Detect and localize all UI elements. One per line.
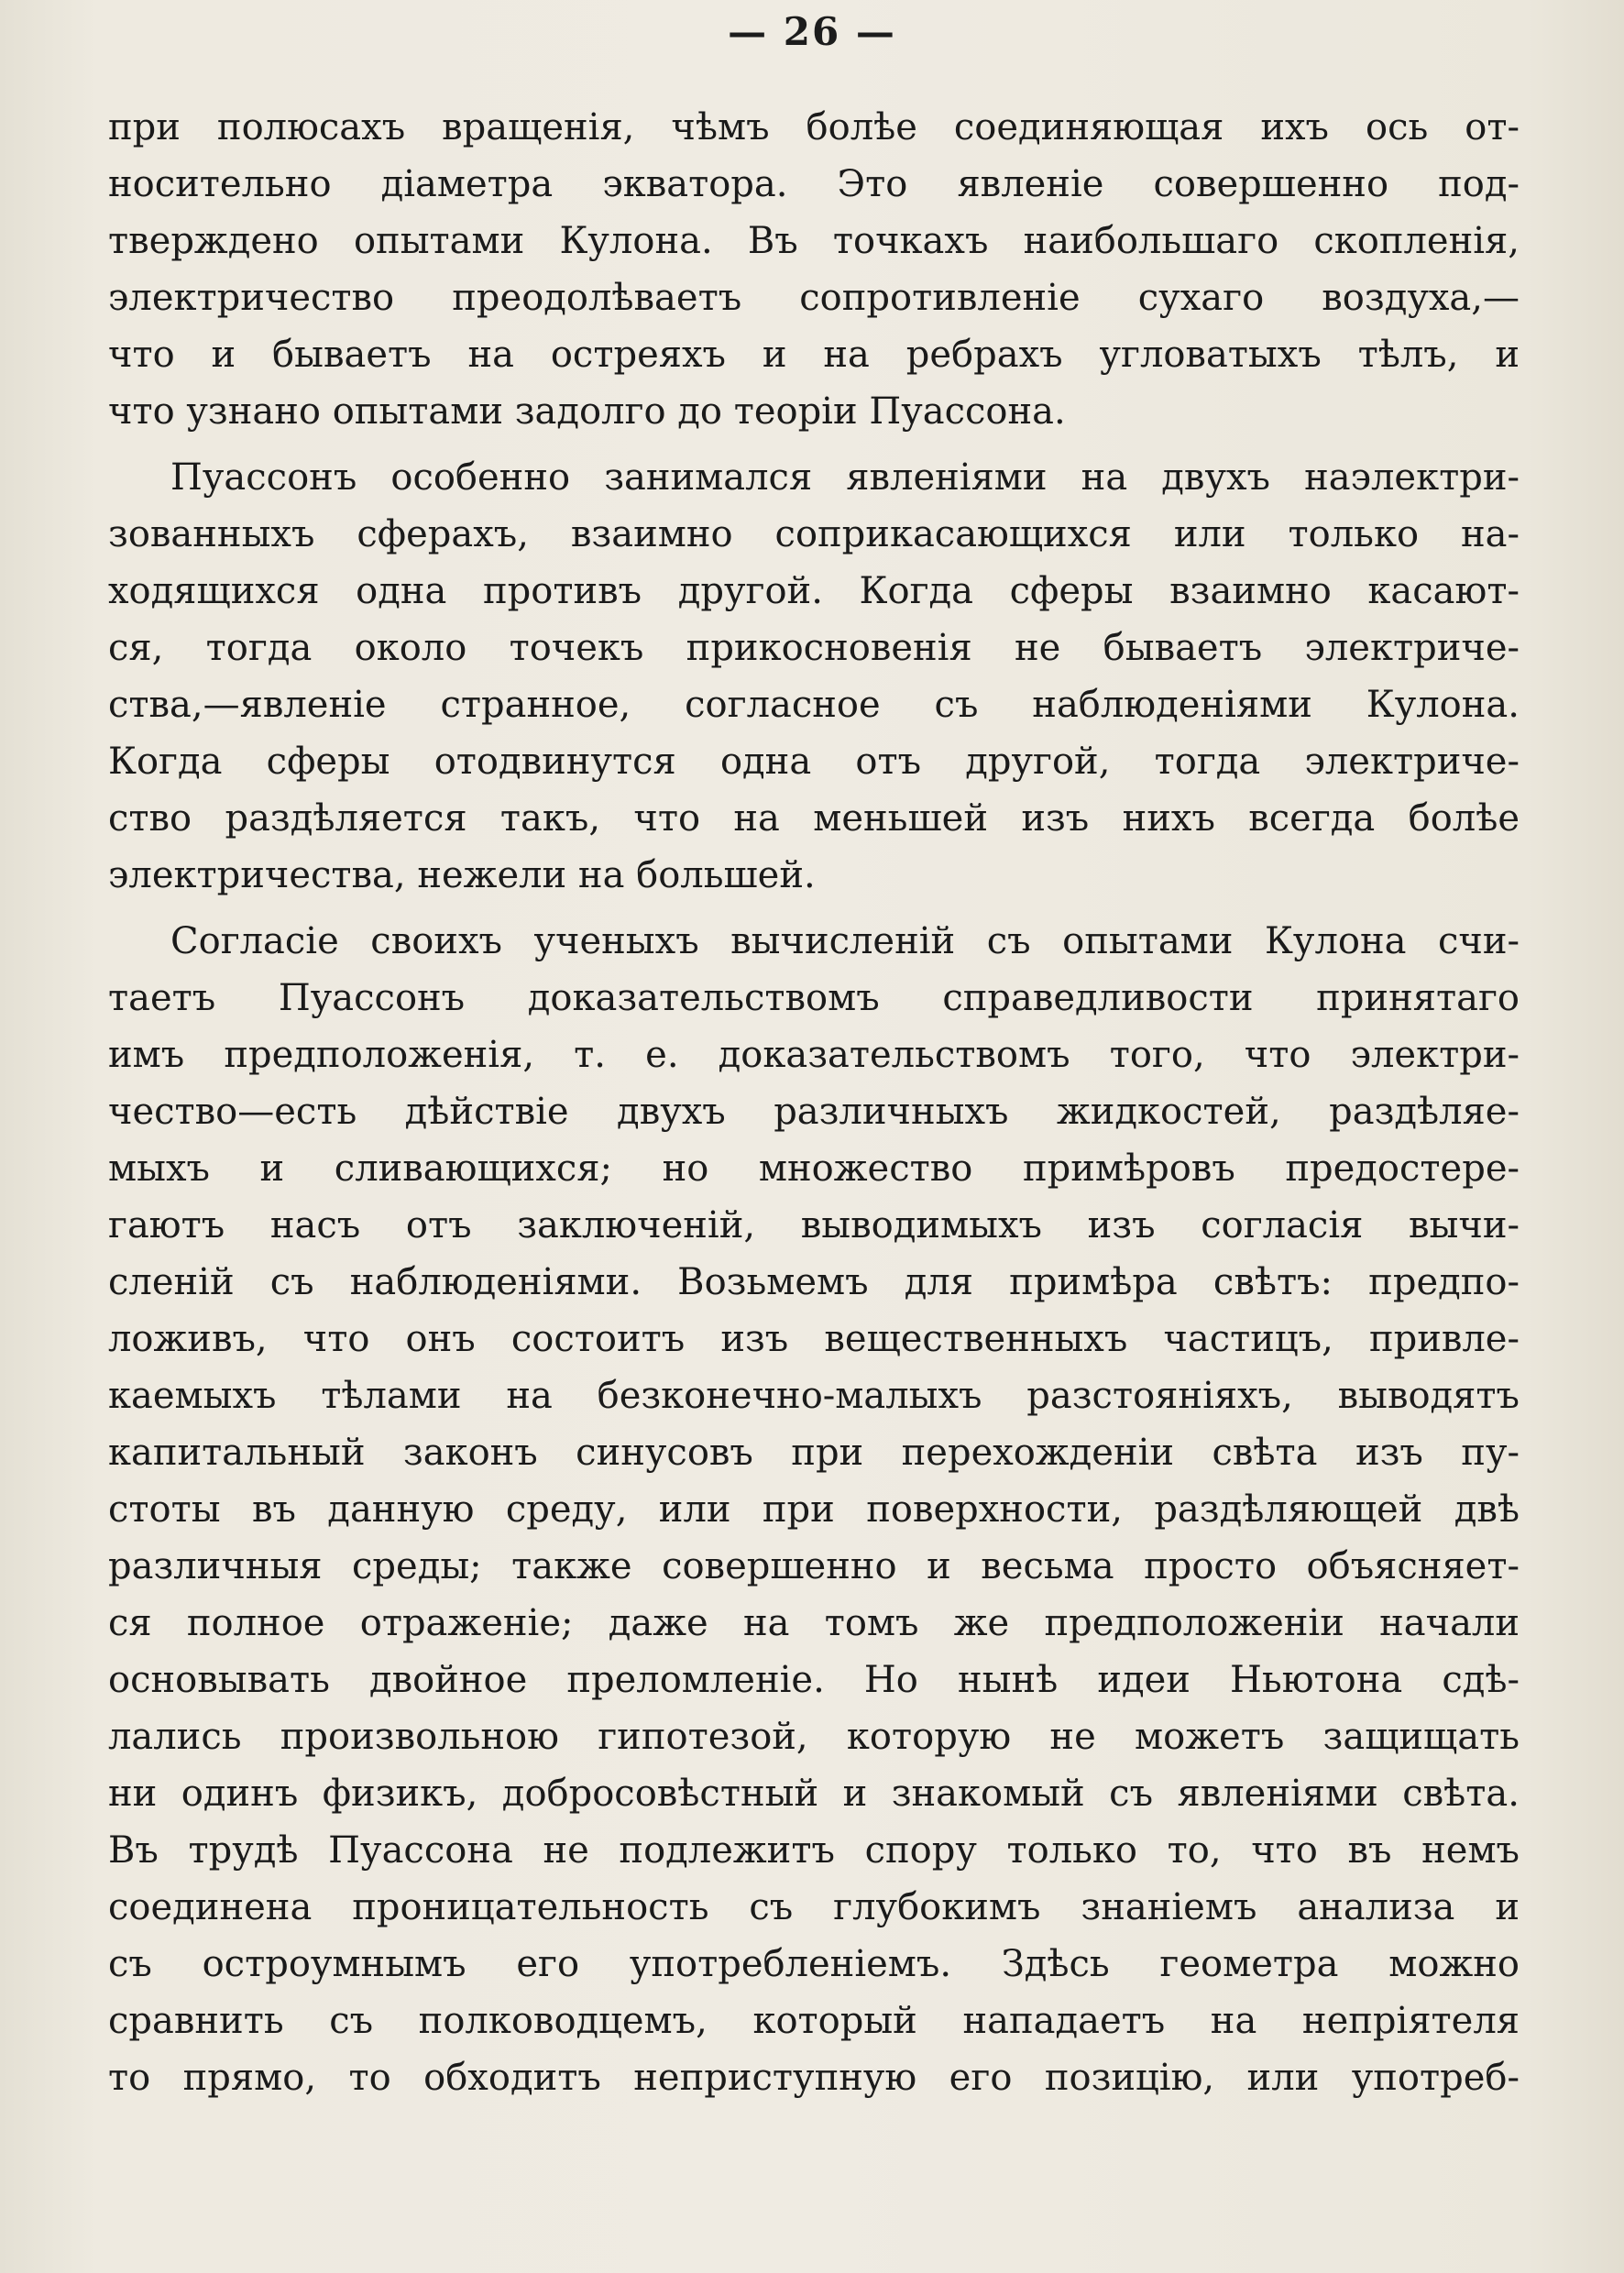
text-line: тверждено опытами Кулона. Въ точкахъ наибольшаго скопленія,	[108, 220, 1520, 262]
text-line: мыхъ и сливающихся; но множество примѣровъ предостере-	[108, 1147, 1520, 1190]
text-line: что и бываетъ на остреяхъ и на ребрахъ угловатыхъ тѣлъ, и	[108, 334, 1520, 376]
text-line: съ остроумнымъ его употребленіемъ. Здѣсь геометра можно	[108, 1943, 1520, 1985]
text-line: при полюсахъ вращенія, чѣмъ болѣе соединяющая ихъ ось от-	[108, 106, 1520, 148]
text-line: то прямо, то обходитъ неприступную его позицію, или употреб-	[108, 2057, 1520, 2099]
text-line: ходящихся одна противъ другой. Когда сферы взаимно касают-	[108, 570, 1520, 612]
text-line: Когда сферы отодвинутся одна отъ другой, тогда электриче-	[108, 741, 1520, 783]
text-line: лались произвольною гипотезой, которую не можетъ защищать	[108, 1716, 1520, 1758]
text-line: ство раздѣляется такъ, что на меньшей изъ нихъ всегда болѣе	[108, 797, 1520, 840]
text-line: таетъ Пуассонъ доказательствомъ справедливости принятаго	[108, 977, 1520, 1019]
paragraph-2	[108, 449, 1520, 904]
text-line: стоты въ данную среду, или при поверхности, раздѣляющей двѣ	[108, 1488, 1520, 1531]
text-line: электричество преодолѣваетъ сопротивленіе сухаго воздуха,—	[108, 277, 1520, 319]
text-line: капитальный законъ синусовъ при перехожденіи свѣта изъ пу-	[108, 1432, 1520, 1474]
text-line: ства,—явленіе странное, согласное съ наблюденіями Кулона.	[108, 684, 1520, 726]
text-line: зованныхъ сферахъ, взаимно соприкасающихся или только на-	[108, 513, 1520, 555]
paragraph-3	[108, 913, 1520, 2106]
text-line: электричества, нежели на большей.	[108, 854, 816, 896]
text-line: ни одинъ физикъ, добросовѣстный и знакомый съ явленіями свѣта.	[108, 1773, 1520, 1815]
text-line: основывать двойное преломленіе. Но нынѣ идеи Ньютона сдѣ-	[108, 1659, 1520, 1701]
text-line: ложивъ, что онъ состоитъ изъ вещественныхъ частицъ, привле-	[108, 1318, 1520, 1360]
text-line: гаютъ насъ отъ заключеній, выводимыхъ изъ согласія вычи-	[108, 1204, 1520, 1246]
text-line: Въ трудѣ Пуассона не подлежитъ спору только то, что въ немъ	[108, 1829, 1520, 1872]
text-line: ся, тогда около точекъ прикосновенія не бываетъ электриче-	[108, 627, 1520, 669]
text-line: чество—есть дѣйствіе двухъ различныхъ жидкостей, раздѣляе-	[108, 1091, 1520, 1133]
body-text	[108, 99, 1520, 2106]
text-line: различныя среды; также совершенно и весьма просто объясняет-	[108, 1545, 1520, 1587]
text-line: сравнить съ полководцемъ, который нападаетъ на непріятеля	[108, 2000, 1520, 2042]
text-line: имъ предположенія, т. е. доказательствомъ того, что электри-	[108, 1034, 1520, 1076]
text-line: ся полное отраженіе; даже на томъ же предположеніи начали	[108, 1602, 1520, 1644]
text-line: соединена проницательность съ глубокимъ знаніемъ анализа и	[108, 1886, 1520, 1928]
page-number: — 26 —	[728, 9, 896, 54]
text-line: сленій съ наблюденіями. Возьмемъ для примѣра свѣтъ: предпо-	[108, 1261, 1520, 1303]
text-line: каемыхъ тѣлами на безконечно-малыхъ разстояніяхъ, выводятъ	[108, 1375, 1520, 1417]
text-line: носительно діаметра экватора. Это явленіе совершенно под-	[108, 163, 1520, 205]
text-line: что узнано опытами задолго до теоріи Пуассона.	[108, 390, 1066, 433]
paragraph-1	[108, 99, 1520, 440]
text-line: Пуассонъ особенно занимался явленіями на двухъ наэлектри-	[170, 456, 1520, 499]
text-line: Согласіе своихъ ученыхъ вычисленій съ опытами Кулона счи-	[170, 920, 1520, 962]
